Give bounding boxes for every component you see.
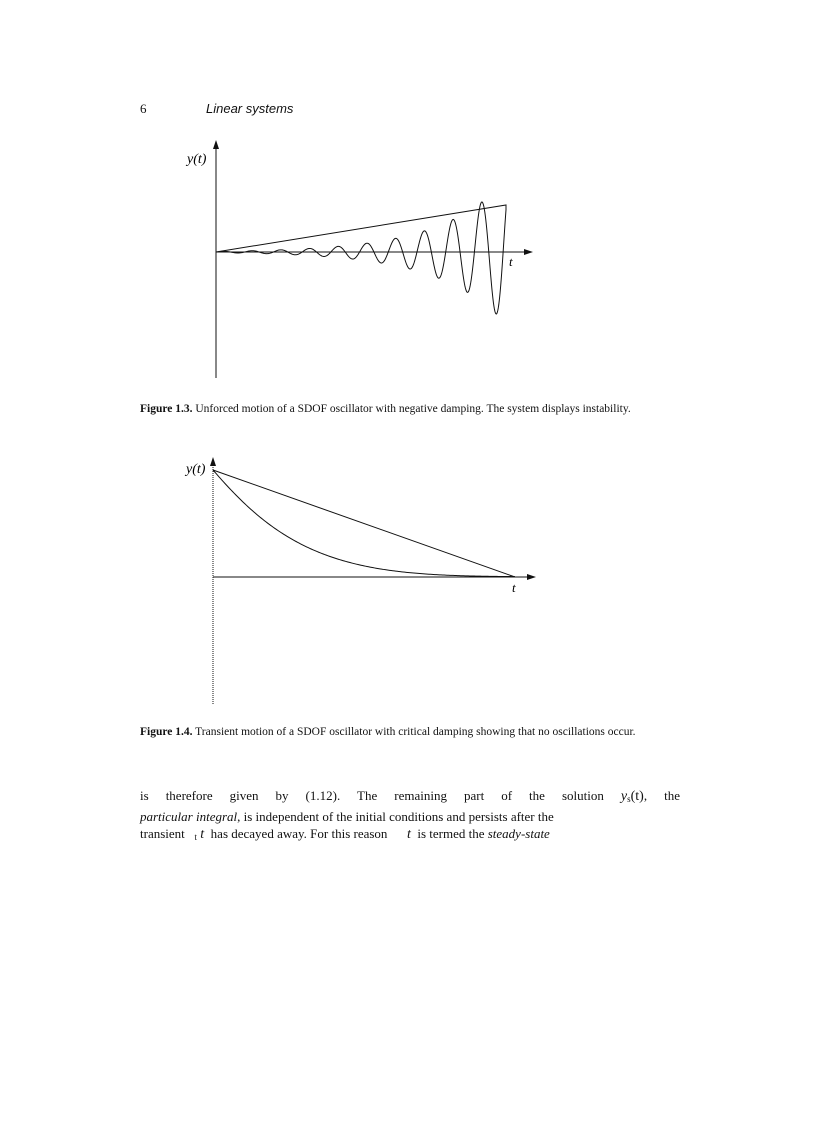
fig14-y-label: y(t)	[186, 462, 206, 477]
fig14-straight-line	[213, 470, 515, 577]
body-paragraph	[140, 787, 680, 846]
body-line-1	[140, 787, 680, 808]
body-line-2	[140, 808, 680, 825]
fig14-y-arrow	[210, 457, 216, 466]
figure-1-3-caption-label: Figure 1.3.	[140, 403, 193, 415]
figure-1-4-caption-label: Figure 1.4.	[140, 726, 193, 738]
particular-integral: particular integral	[140, 809, 238, 824]
body-text: has decayed away. For this reason	[210, 826, 388, 841]
fig13-y-label: y(t)	[187, 152, 207, 167]
steady-var: t	[406, 827, 411, 842]
steady-state: steady-state	[487, 826, 550, 841]
figure-1-4-caption-text: Transient motion of a SDOF oscillator with critical damping showing that no oscillations occur.	[195, 726, 636, 738]
ys-var: y	[620, 789, 628, 804]
figure-1-4-caption	[140, 724, 680, 740]
fig14-x-arrow	[527, 574, 536, 580]
ys-sub: s	[627, 794, 631, 804]
figure-1-3-caption-text: Unforced motion of a SDOF oscillator with negative damping. The system displays instability.	[195, 403, 631, 415]
body-line-3	[140, 825, 680, 846]
body-text: is therefore given by (1.12). The remaining part of the solution	[140, 788, 604, 803]
body-text: transient	[140, 826, 185, 841]
body-text: , is independent of the initial conditions and persists after the	[237, 809, 554, 824]
ys-symbol	[621, 789, 644, 804]
page-number: 6	[140, 101, 147, 116]
fig14-t-label: t	[512, 580, 516, 595]
fig13-t-label: t	[509, 254, 513, 269]
running-title: Linear systems	[206, 101, 294, 116]
ys-arg: (t)	[630, 789, 644, 804]
body-text: , the	[643, 788, 680, 803]
body-text: is termed the	[417, 826, 485, 841]
transient-sub: t	[194, 832, 198, 842]
transient-var: t	[200, 827, 205, 842]
